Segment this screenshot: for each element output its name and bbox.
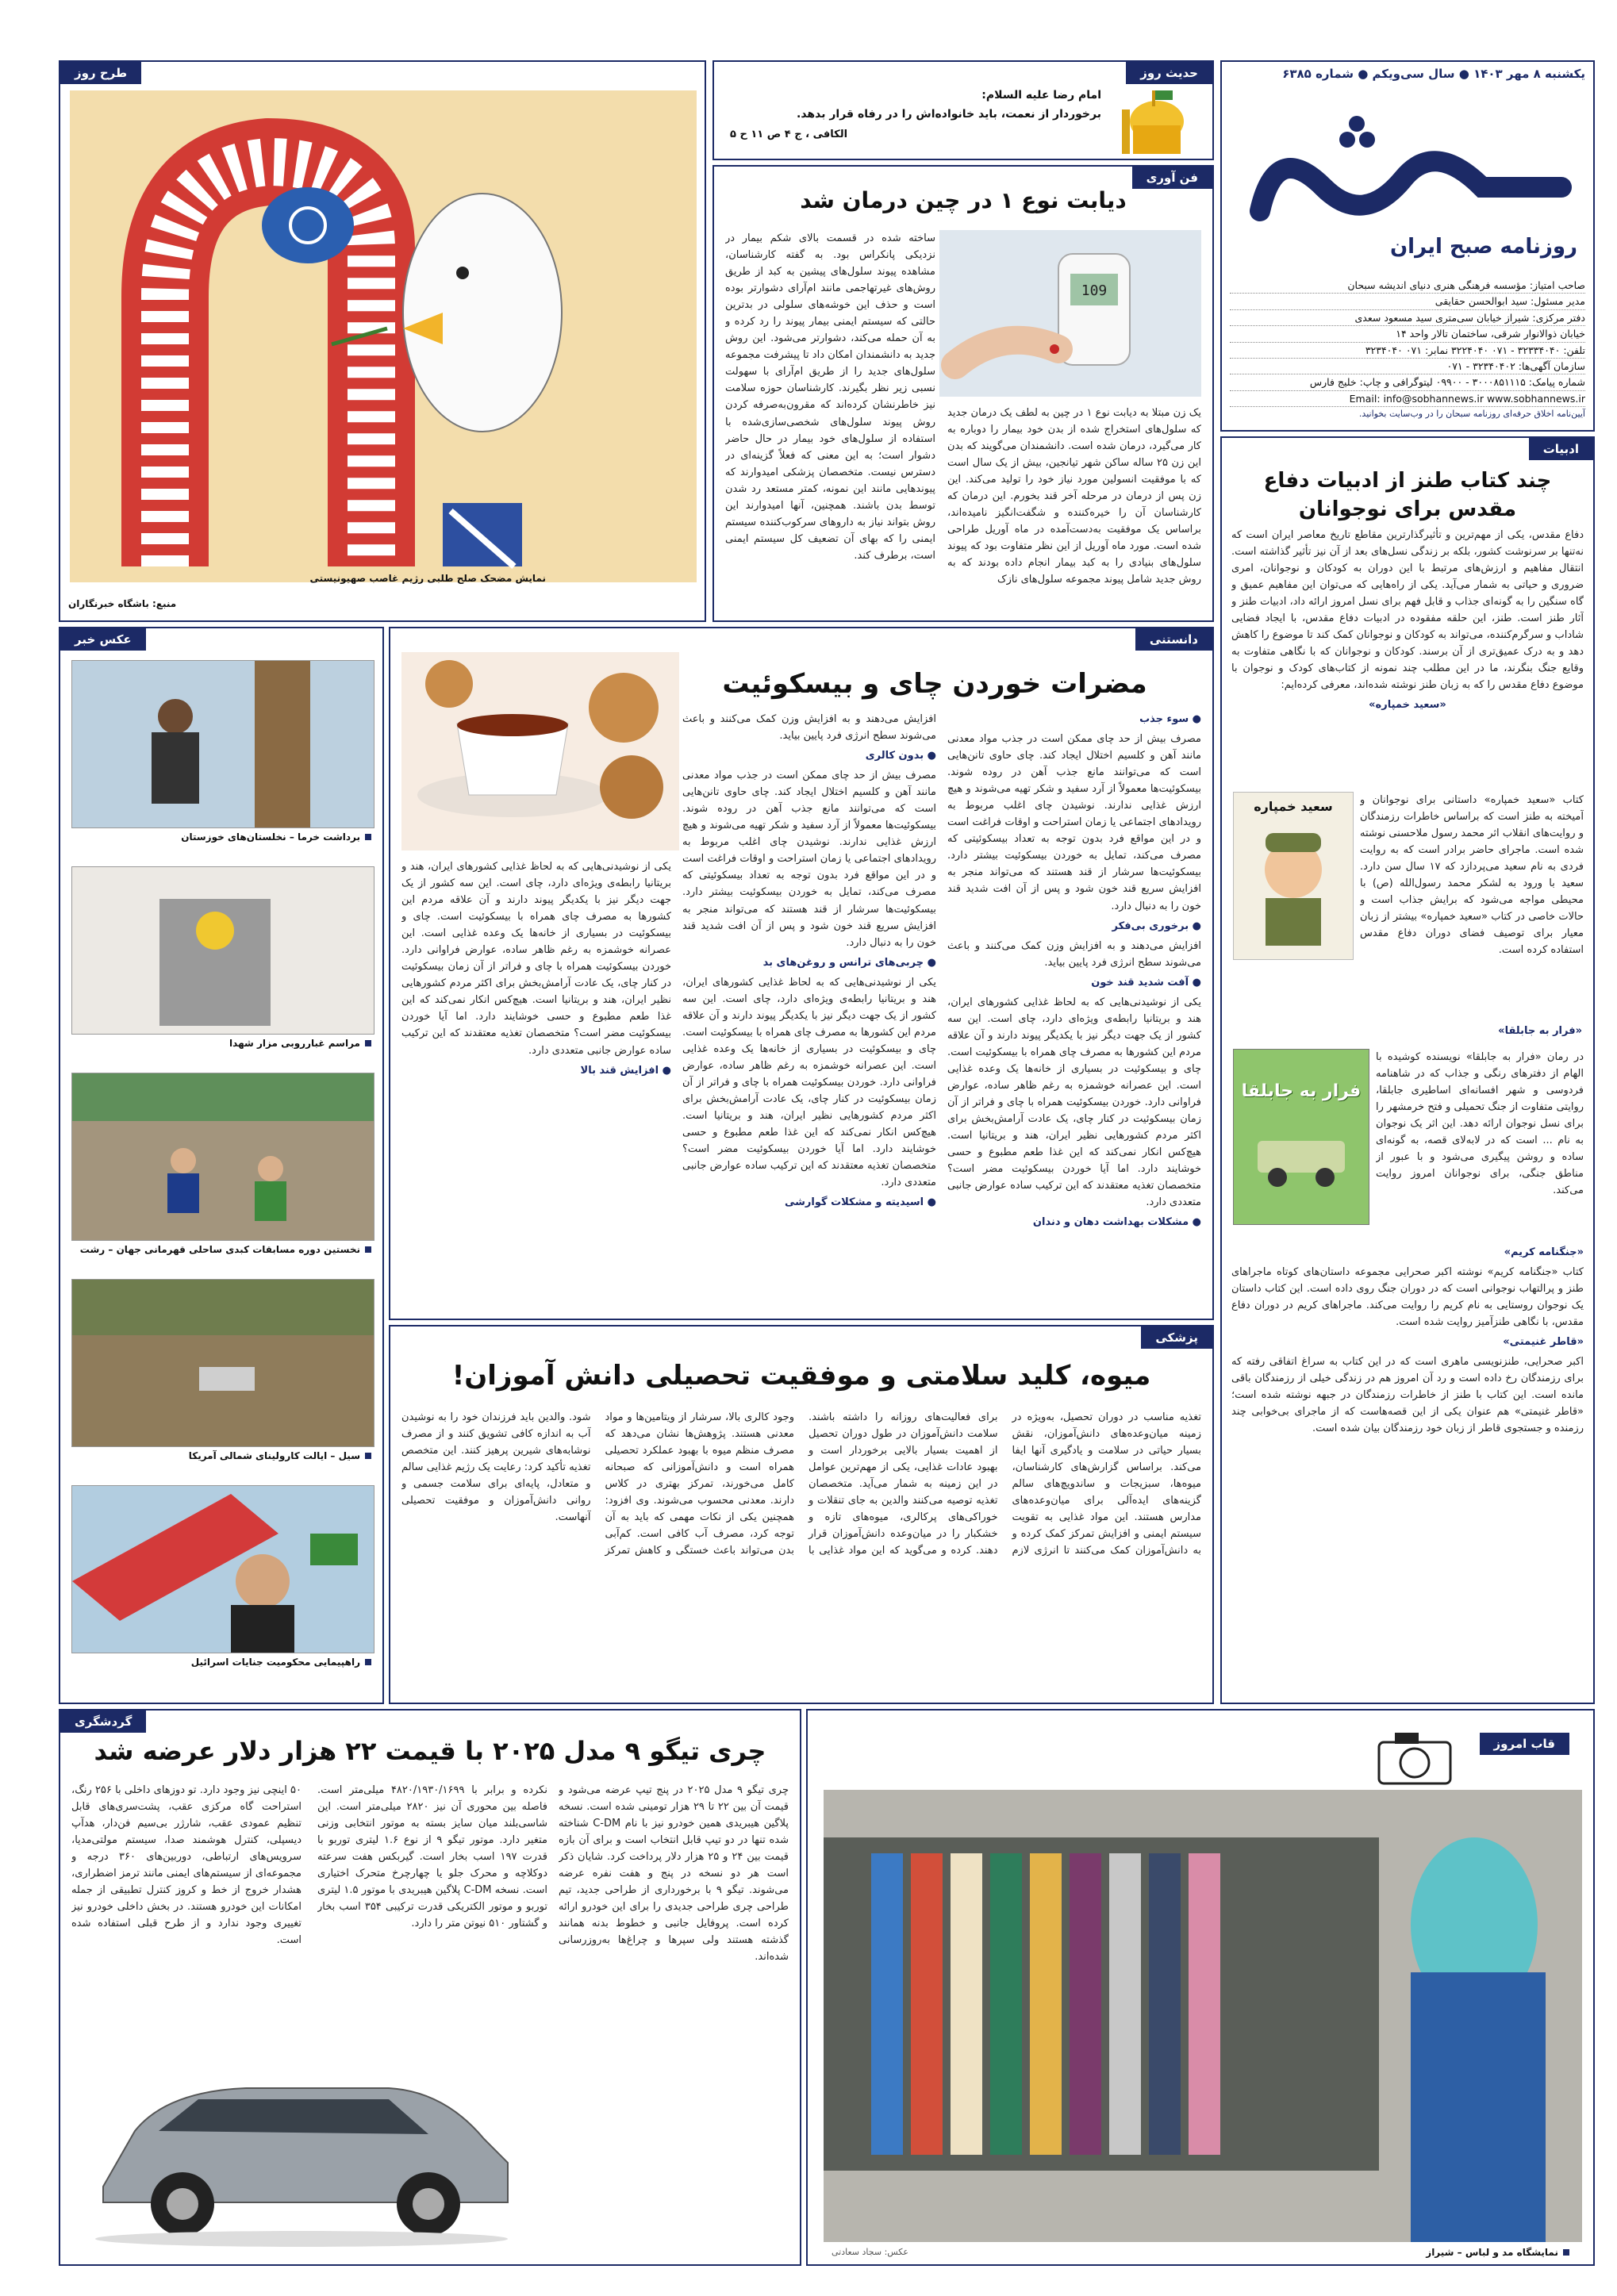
tea-subhead: ● اسیدیته و مشکلات گوارشی xyxy=(784,1196,936,1209)
photo-today-caption: نمایشگاه مد و لباس – شیراز xyxy=(1426,2247,1569,2258)
hadith-text-1: امام رضا علیه السلام: xyxy=(981,89,1101,102)
book2-cover-title: فرار به جابلقا xyxy=(1241,1081,1362,1101)
info-line: آیین‌نامه اخلاق حرفه‌ای روزنامه سبحان را در وب‌سایت بخوانید. xyxy=(1358,409,1585,419)
tourism-col-2 xyxy=(317,1782,547,2028)
cartoon-tag: طرح روز xyxy=(60,62,141,84)
tech-tag: فن آوری xyxy=(1132,167,1212,189)
book4-label: «قاطر غنیمتی» xyxy=(1503,1336,1584,1349)
photo-today-box xyxy=(806,1709,1595,2266)
book2-label: «فرار به جابلقا» xyxy=(1498,1025,1582,1037)
logo xyxy=(1228,92,1585,267)
photo-today-tag: قاب امروز xyxy=(1480,1733,1569,1755)
tourism-box xyxy=(59,1709,801,2266)
tech-title: دیابت نوع ۱ در چین درمان شد xyxy=(800,187,1127,213)
tech-col-left xyxy=(725,230,935,614)
masthead-info xyxy=(1230,278,1585,420)
tea-subhead: ● سوء جذب xyxy=(1139,713,1201,725)
info-line: خیابان ذوالانوار شرقی، ساختمان تالار واحد ۱۴ xyxy=(1230,326,1585,342)
book1-text: کتاب «سعید خمپاره» داستانی برای نوجوانان و آمیخته به طنز است که براساس خاطرات رزمندگان و روایت‌های انقلاب اثر محمد رسول ملاحسنی نوشته شده است. ماجرای حاضر برادر است که به روایت فردی به نام سعید می‌پردازد که ۱۷ سال سن دارد. سعید با ورود به لشکر محمد رسول‌الله (ص) با محیطی مواجه می‌شود که برایش جذاب است و حالات خاصی در کتاب «سعید خمپاره» بیشتر از زبان معیار برای توصیف فضای دوران دفاع مقدس استفاده کرده است. xyxy=(1360,794,1584,957)
tea-text: یکی از نوشیدنی‌هایی که به لحاظ غذایی کشورهای ایران، هند و بریتانیا رابطه‌ی ویژه‌ای دارد، چای است. این سه کشور از یک جهت دیگر نیز با یکدیگر پیوند دارند و آن علاقه مردم این کشورها به مصرف چای همراه با بیسکوئیت است. چای و بیسکوئیت در بسیاری از خانه‌ها یک وعده غذایی است. این عصرانه خوشمزه به رغم ظاهر ساده، عوارض فراوانی دارد. خوردن بیسکوئیت همراه با چای و فراتر از آن زمان بیسکوئیت در کنار چای، یک عادت آرامش‌بخش برای اکثر مردم کشورهایی نظیر ایران، هند و بریتانیا است. هیچ‌کس انکار نمی‌کند که این غذا طعم مطبوع و حسی خوشایند دارد. اما آیا خوردن بیسکوئیت مضر است؟ متخصصان تغذیه معتقدند که این ترکیب ساده عوارض جانبی متعددی دارد. xyxy=(682,976,936,1189)
tea-text: افزایش می‌دهند و به افزایش وزن کمک می‌کنند و باعث می‌شوند سطح انرژی فرد پایین بیاید. xyxy=(682,713,936,743)
photo-kabaddi xyxy=(71,1073,374,1241)
book2-text-box xyxy=(1376,1049,1584,1239)
tea-subhead: ● مشکلات بهداشت دهان و دندان xyxy=(1032,1216,1201,1229)
info-line: تلفن: ۳۲۳۳۴۰۴۰ - ۰۷۱ ۳۲۲۴۰۴۰ نمابر: ۰۷۱ ۳۲۳۴۰۴۰ xyxy=(1230,343,1585,359)
tech-text: ساخته شده در قسمت بالای شکم بیمار در نزدیکی پانکراس بود. به گفته کارشناسان، مشاهده پیوند سلول‌های پیشین به کبد از طریق روش‌های غیرتهاجمی مانند ام‌آرای دشوارتر بوده است و حذف این خوشه‌های سلولی در بدترین حالتی که سیستم ایمنی بیمار پیوند را رد کرده و به آن حمله می‌کند، دشوارتر می‌شود. این روش جدید به دانشمندان امکان داد تا پیشرفت مجموعه سلول‌های جدید را از طریق ام‌آرای با سهولت نسبی زیر نظر بگیرند. کارشناسان حوزه سلامت نیز خاطرنشان کرده‌اند که مقرون‌به‌صرفه کردن روش پیوند سلول‌های شخصی‌سازی‌شده با استفاده از سلول‌های خود بیمار در حال حاضر دشوار است؛ به این معنی که فعلاً گزینه‌ای در دسترس نیست. متخصصان پزشکی امیدوارند که پیوندهایی مانند این نمونه، کمتر مستعد رد شدن توسط بدن باشند. همچنین، آنها امیدوارند این روش بتواند نیاز به داروهای سرکوب‌کننده سیستم ایمنی را که بهای آن تضعیف کل سیستم ایمنی است، برطرف کند. xyxy=(725,232,935,562)
photo-caption: مراسم غبارروبی مزار شهدا xyxy=(229,1038,371,1049)
education-text: تغذیه مناسب در دوران تحصیل، به‌ویژه در زمینه میان‌وعده‌های دانش‌آموزان، نقش بسیار حیاتی در سلامت و یادگیری آنها ایفا می‌کند. براساس گزارش‌های کارشناسان، میوه‌ها، سبزیجات و ساندویچ‌های سالم گزینه‌های ایده‌آلی برای میان‌وعده‌های مدارس هستند. این مواد غذایی به تقویت سیستم ایمنی و افزایش تمرکز کمک کرده و به دانش‌آموزان کمک می‌کنند تا انرژی لازم برای فعالیت‌های روزانه را داشته باشند. سلامت دانش‌آموزان در طول دوران تحصیل از اهمیت بسیار بالایی برخوردار است و بهبود عادات غذایی، یکی از مهم‌ترین عوامل در این زمینه به شمار می‌آید. متخصصان تغذیه توصیه می‌کنند والدین به جای تنقلات و خوراکی‌های پرکالری، میوه‌های تازه و خشکبار را در میان‌وعده دانش‌آموزان قرار دهند. کرده و می‌گوید که این مواد غذایی با وجود کالری بالا، سرشار از ویتامین‌ها و مواد معدنی هستند. پژوهش‌ها نشان می‌دهد که مصرف منظم میوه با بهبود عملکرد تحصیلی همراه است و دانش‌آموزانی که صبحانه کامل می‌خورند، تمرکز بهتری در کلاس دارند. معدنی محسوب می‌شوند. وی افزود: همچنین یکی از نکات مهمی که باید به آن توجه کرد، مصرف آب کافی است. کم‌آبی بدن می‌تواند باعث خستگی و کاهش تمرکز شود. والدین باید فرزندان خود را به نوشیدن آب به اندازه کافی تشویق کنند و از مصرف نوشابه‌های شیرین پرهیز کنند. این متخصص تغذیه تأکید کرد: رعایت یک رژیم غذایی سالم و متعادل، پایه‌ای برای سلامت جسمی و روانی دانش‌آموزان و موفقیت تحصیلی آنهاست. xyxy=(401,1411,1201,1557)
hadith-box xyxy=(712,60,1214,160)
glucometer-reading: 109 xyxy=(1081,282,1108,299)
tourism-title: چری تیگو ۹ مدل ۲۰۲۵ با قیمت ۲۲ هزار دلار عرضه شد xyxy=(94,1736,766,1766)
tea-subhead: ● افزایش قند بالا xyxy=(580,1064,671,1077)
photo-dates xyxy=(71,660,374,828)
literature-intro-text: دفاع مقدس، یکی از مهم‌ترین و تأثیرگذارترین مقاطع تاریخ معاصر ایران است که نه‌تنها بر سرنوشت کشور، بلکه بر زندگی نسل‌های بعد از آن نیز تأثیر گذاشته است. انتقال مفاهیم و ارزش‌های مرتبط با این دوران به کودکان و نوجوانان، امری ضروری و حیاتی به شمار می‌آید. یکی از راه‌هایی که می‌توان این مفاهیم عمیق و گاه سنگین را به گونه‌ای جذاب و قابل فهم برای نسل امروز ارائه داد، ادبیات طنز و آثار طنز است. طنز، این حلقه مفقوده در ادبیات دفاع مقدس، با ایجاد فضایی شاداب و سرگرم‌کننده، می‌تواند به کودکان و نوجوانان کمک کند تا موضوع را کاهش دهد و به درک عمیق‌تری از آن برسند. کودکان و نوجوانان که با نگاهی متفاوت به وقایع جنگ بنگرند، ما در این مطلب چند نمونه از کتاب‌های کودک و نوجوان با موضوع دفاع مقدس را که به زبان طنز نوشته شده‌اند، معرفی کرده‌ایم: xyxy=(1231,529,1584,692)
tourism-tag: گردشگری xyxy=(60,1710,146,1733)
book1-text-box xyxy=(1360,792,1584,1022)
tea-col-3 xyxy=(401,858,671,1311)
shrine-image xyxy=(1117,86,1196,157)
hadith-text-2: برخوردار از نعمت، باید خانواده‌اش را در رفاه قرار بدهد. xyxy=(797,108,1101,121)
education-box xyxy=(389,1325,1214,1704)
hadith-source: الکافی ، ج ۴ ص ۱۱ ح ۵ xyxy=(730,129,848,140)
book1-label: «سعید خمپاره» xyxy=(1369,699,1446,712)
tech-image xyxy=(939,230,1201,397)
book2-text: در رمان «فرار به جابلقا» نویسنده کوشیده با الهام از دفترهای رنگی و جذاب که در شاهنامه فردوسی و شهر افسانه‌ای اساطیری جابلقا، روایتی متفاوت از جنگ تحمیلی و فتح خرمشهر را برای نسل نوجوان ارائه دهد. این اثر یک نوجوان به نام ... است که در لابه‌لای قصه، به گونه‌ای ساده و روشن پیگیری می‌شود و با عبور از مناطق جنگی، برای نوجوانان امروز روایت می‌کند. xyxy=(1376,1051,1584,1197)
photo-news-box xyxy=(59,627,384,1704)
book2-cover xyxy=(1233,1049,1369,1225)
photo-caption: برداشت خرما – نخلستان‌های خوزستان xyxy=(181,831,371,843)
education-tag: پزشکی xyxy=(1141,1327,1212,1349)
photo-caption: نخستین دوره مسابقات کبدی ساحلی قهرمانی جهان – رشت xyxy=(80,1244,371,1255)
tourism-text: نکرده و برابر با ۴۸۲۰/۱۹۳۰/۱۶۹۹ میلی‌متر است. فاصله بین محوری آن نیز ۲۸۲۰ میلی‌متر است. این شاسی‌بلند میان سایز بسته به موتور انتخابی وزنی متغیر دارد. موتور تیگو ۹ از نوع ۱.۶ لیتری توربو با قدرت ۱۹۷ اسب بخار است. گیربکس هفت سرعته دوکلاچه و محرک جلو یا چهارچرخ متحرک اختیاری است. نسخه C-DM پلاگین هیبریدی با موتور ۱.۵ لیتری توربو و موتور الکتریکی قدرت ترکیبی ۳۵۴ اسب بخار و گشتاور ۵۱۰ نیوتن متر را دارد. xyxy=(317,1784,547,1930)
book1-cover-title: سعید خمپاره xyxy=(1254,799,1333,814)
book1-illustration xyxy=(1234,814,1353,949)
car-image xyxy=(71,2036,532,2258)
info-line: شماره پیامک: ۳۰۰۰۸۵۱۱۱۵ - ۰۹۹۰۰ لیتوگرافی و چاپ: خلیج فارس xyxy=(1230,374,1585,390)
masthead-box xyxy=(1220,60,1595,432)
photo-news-tag: عکس خبر xyxy=(60,628,146,651)
photo-today-image xyxy=(824,1790,1582,2242)
info-line: مدیر مسئول: سید ابوالحسن حقایقی xyxy=(1230,294,1585,309)
tourism-col-1 xyxy=(559,1782,789,2258)
tea-subhead: ● برخوری بی‌فکر xyxy=(1112,920,1201,932)
email-line[interactable]: Email: info@sobhannews.ir www.sobhannews.ir xyxy=(1230,391,1585,407)
photo-caption: سیل – ایالت کارولینای شمالی آمریکا xyxy=(189,1450,371,1461)
hadith-tag: حدیث روز xyxy=(1126,62,1212,84)
photo-caption: راهپیمایی محکومیت جنایات اسرائیل xyxy=(191,1657,371,1668)
cartoon-credit: منبع: باشگاه خبرنگاران xyxy=(68,598,177,609)
tech-box xyxy=(712,165,1214,622)
literature-intro xyxy=(1231,527,1584,781)
logo-subtitle: روزنامه صبح ایران xyxy=(1389,235,1577,259)
tourism-text: چری تیگو ۹ مدل ۲۰۲۵ در پنج تیپ عرضه می‌شود و قیمت آن بین ۲۲ تا ۲۹ هزار تومینی شده است. نسخه پلاگین هیبریدی همین خودرو نیز با نام C-DM شناخته شده تنها در دو تیپ قابل انتخاب است و برای آن بازه قیمت بین ۲۴ و ۲۵ هزار دلار پرداخت کرد. شایان ذکر است هر دو نسخه در پنج و هفت نفره عرضه می‌شوند. تیگو ۹ با برخورداری از طراحی جدید، تیم طراحی چری طراحی جدیدی را برای این خودرو ارائه کرده است. پروفایل جانبی و خطوط بدنه همانند گذشته هستند ولی سپرها و چراغ‌ها به‌روزرسانی شده‌اند. xyxy=(559,1784,789,1964)
tourism-text: ۵۰ اینچی نیز وجود دارد. تو دوزهای داخلی با ۲۵۶ رنگ، استراحت گاه مرکزی عقب، پشت‌سری‌های قابل تنظیم عمودی عقب، شارژر بی‌سیم فن‌دار، هدآپ دیسپلی، کنترل هوشمند صدا، سیستم مولتی‌مدیا، سرویس‌های ارتباطی، دوربین‌های ۳۶۰ درجه و مجموعه‌ای از سیستم‌های ایمنی مانند ترمز اضطراری، هشدار خروج از خط و کروز کنترل تطبیقی از جمله امکانات این خودرو هستند. در بخش داخلی خودرو نیز تغییری وجود ندارد و از طرح قبلی استفاده شده است. xyxy=(71,1784,302,1947)
book1-cover xyxy=(1233,792,1354,960)
tea-box xyxy=(389,627,1214,1320)
cartoon-caption: نمایش مضحک صلح طلبی رژیم غاصب صهیونیستی xyxy=(309,573,546,584)
cartoon-image xyxy=(70,90,697,582)
photo-martyrs xyxy=(71,866,374,1035)
tea-col-1 xyxy=(947,711,1201,1311)
book4-text: اکبر صحرایی، طنزنویسی ماهری است که در این کتاب به سراغ اتفاقی رفته که برای رزمندگان رخ داده است و رد آن امروز هم در زندگی خیلی از رزمندگان باقی مانده است. این کتاب با طنز از خاطرات رزمندگان در جبهه نوشته شده است؛ «قاطر غنیمتی» هم عنوان یکی از این قصه‌هاست که از ماجرای بی‌خوابی چند رزمنده و جستجوی قاطر از زبان خود رزمندگان بیان شده است. xyxy=(1231,1356,1584,1435)
dateline: یکشنبه ۸ مهر ۱۴۰۳ ● سال سی‌ویکم ● شماره ۶۳۸۵ xyxy=(1282,67,1585,81)
photo-march xyxy=(71,1485,374,1653)
camera-icon xyxy=(1371,1726,1458,1790)
tea-subhead: ● آفت شدید قند خون xyxy=(1091,976,1201,989)
tea-image xyxy=(401,652,679,850)
photo-flood xyxy=(71,1279,374,1447)
education-title: میوه، کلید سلامتی و موفقیت تحصیلی دانش آموزان! xyxy=(451,1360,1151,1392)
tea-text: یکی از نوشیدنی‌هایی که به لحاظ غذایی کشورهای ایران، هند و بریتانیا رابطه‌ی ویژه‌ای دارد، چای است. این سه کشور از یک جهت دیگر نیز با یکدیگر پیوند دارند و آن علاقه مردم این کشورها به مصرف چای همراه با بیسکوئیت است. چای و بیسکوئیت در بسیاری از خانه‌ها یک وعده غذایی است. این عصرانه خوشمزه به رغم ظاهر ساده، عوارض فراوانی دارد. خوردن بیسکوئیت همراه با چای و فراتر از آن زمان بیسکوئیت در کنار چای، یک عادت آرامش‌بخش برای اکثر مردم کشورهایی نظیر ایران، هند و بریتانیا است. هیچ‌کس انکار نمی‌کند که این غذا طعم مطبوع و حسی خوشایند دارد. اما آیا خوردن بیسکوئیت مضر است؟ متخصصان تغذیه معتقدند که این ترکیب ساده عوارض جانبی متعددی دارد. xyxy=(401,861,671,1057)
tea-subhead: ● چربی‌های ترانس و روغن‌های بد xyxy=(762,956,936,969)
tech-col-right xyxy=(947,405,1201,614)
books-rest xyxy=(1231,1244,1584,1696)
literature-tag: ادبیات xyxy=(1529,438,1593,460)
info-line: صاحب امتیاز: مؤسسه فرهنگی هنری دنیای اندیشه سبحان xyxy=(1230,278,1585,294)
tea-text: افزایش می‌دهند و به افزایش وزن کمک می‌کنند و باعث می‌شوند سطح انرژی فرد پایین بیاید. xyxy=(947,939,1201,969)
tech-text: یک زن مبتلا به دیابت نوع ۱ در چین به لطف یک درمان جدید که سلول‌های استخراج شده از بدن خود بیمار را دوباره به کار می‌گیرد، درمان شده است. دانشمندان می‌گویند که بدن این زن ۲۵ ساله ساکن شهر تیانجین، بیش از یک سال است که با موفقیت انسولین مورد نیاز خود را تولید می‌کند. این زن پس از درمان در مرحله آخر قند بخورم. این درمان که کارشناسان آن را خیره‌کننده و شگفت‌انگیز نامیده‌اند، براساس یک موفقیت به‌دست‌آمده در ماه آوریل طراحی شده است. مورد ماه آوریل از این نظر متفاوت بود که پیوند سلول‌های بنیادی را به کبد بیمار انجام داده بودند که به روش جدید شامل پیوند مجموعه سلول‌های نازک xyxy=(947,407,1201,586)
info-line: سازمان آگهی‌ها: ۳۲۳۴۰۴۰۲ - ۰۷۱ xyxy=(1230,359,1585,374)
tourism-col-3 xyxy=(71,1782,302,2028)
book3-label: «جنگنامه کریم» xyxy=(1504,1246,1584,1258)
tea-text: مصرف بیش از حد چای ممکن است در جذب مواد معدنی مانند آهن و کلسیم اختلال ایجاد کند. چای حاوی تانن‌هایی است که می‌توانند مانع جذب آهن در روده شوند. بیسکوئیت‌ها معمولاً از آرد سفید و شکر تهیه می‌شوند و هیچ ارزش غذایی ندارند. نوشیدن چای اغلب مربوط به رویدادهای اجتماعی یا زمان استراحت و اوقات فراغت است و در این مواقع فرد بدون توجه به تعداد بیسکوئیتی که مصرف می‌کند، تمایل به خوردن بیسکوئیت بیشتر دارد. بیسکوئیت‌ها سرشار از قند هستند که می‌تواند منجر به افزایش سریع قند خون شود و پس از آن افت شدید قند خون را به دنبال دارد. xyxy=(682,770,936,949)
cartoon-box xyxy=(59,60,706,622)
tea-text: یکی از نوشیدنی‌هایی که به لحاظ غذایی کشورهای ایران، هند و بریتانیا رابطه‌ی ویژه‌ای دارد، چای است. این سه کشور از یک جهت دیگر نیز با یکدیگر پیوند دارند و آن علاقه مردم این کشورها به مصرف چای همراه با بیسکوئیت است. چای و بیسکوئیت در بسیاری از خانه‌ها یک وعده غذایی است. این عصرانه خوشمزه به رغم ظاهر ساده، عوارض فراوانی دارد. خوردن بیسکوئیت همراه با چای و فراتر از آن زمان بیسکوئیت در کنار چای، یک عادت آرامش‌بخش برای اکثر مردم کشورهایی نظیر ایران، هند و بریتانیا است. هیچ‌کس انکار نمی‌کند که این غذا طعم مطبوع و حسی خوشایند دارد. اما آیا خوردن بیسکوئیت مضر است؟ متخصصان تغذیه معتقدند که این ترکیب ساده عوارض جانبی متعددی دارد. xyxy=(947,996,1201,1209)
tea-col-2 xyxy=(682,711,936,1311)
tea-subhead: ● بدون کالری xyxy=(865,750,936,762)
tea-tag: دانستنی xyxy=(1135,628,1212,651)
literature-title: چند کتاب طنز از ادبیات دفاع مقدس برای نوجوانان xyxy=(1263,469,1552,522)
literature-box xyxy=(1220,436,1595,1704)
info-line: دفتر مرکزی: شیراز خیابان سی‌متری سید مسعود سعدی xyxy=(1230,310,1585,326)
education-text-box xyxy=(401,1409,1201,1696)
tea-title: مضرات خوردن چای و بیسکوئیت xyxy=(722,668,1147,700)
book2-illustration xyxy=(1234,1101,1369,1196)
book3-text: کتاب «جنگنامه کریم» نوشته اکبر صحرایی مجموعه داستان‌های کوتاه ماجراهای طنز و پرالتهاب نوجوانی است که در دوران جنگ روی داده است. این کتاب داستان یک نوجوان روستایی به نام کریم را روایت می‌کند. ماجراهای کریم در دوران دفاع مقدس، با نگاهی طنزآمیز روایت شده است. xyxy=(1231,1266,1584,1329)
tea-text: مصرف بیش از حد چای ممکن است در جذب مواد معدنی مانند آهن و کلسیم اختلال ایجاد کند. چای حاوی تانن‌هایی است که می‌توانند مانع جذب آهن در روده شوند. بیسکوئیت‌ها معمولاً از آرد سفید و شکر تهیه می‌شوند و هیچ ارزش غذایی ندارند. نوشیدن چای اغلب مربوط به رویدادهای اجتماعی یا زمان استراحت و اوقات فراغت است و در این مواقع فرد بدون توجه به تعداد بیسکوئیتی که مصرف می‌کند، تمایل به خوردن بیسکوئیت بیشتر دارد. بیسکوئیت‌ها سرشار از قند هستند که می‌تواند منجر به افزایش سریع قند خون شود و پس از آن افت شدید قند خون را به دنبال دارد. xyxy=(947,733,1201,912)
photo-today-credit: عکس: سجاد سعادتی xyxy=(832,2247,908,2257)
